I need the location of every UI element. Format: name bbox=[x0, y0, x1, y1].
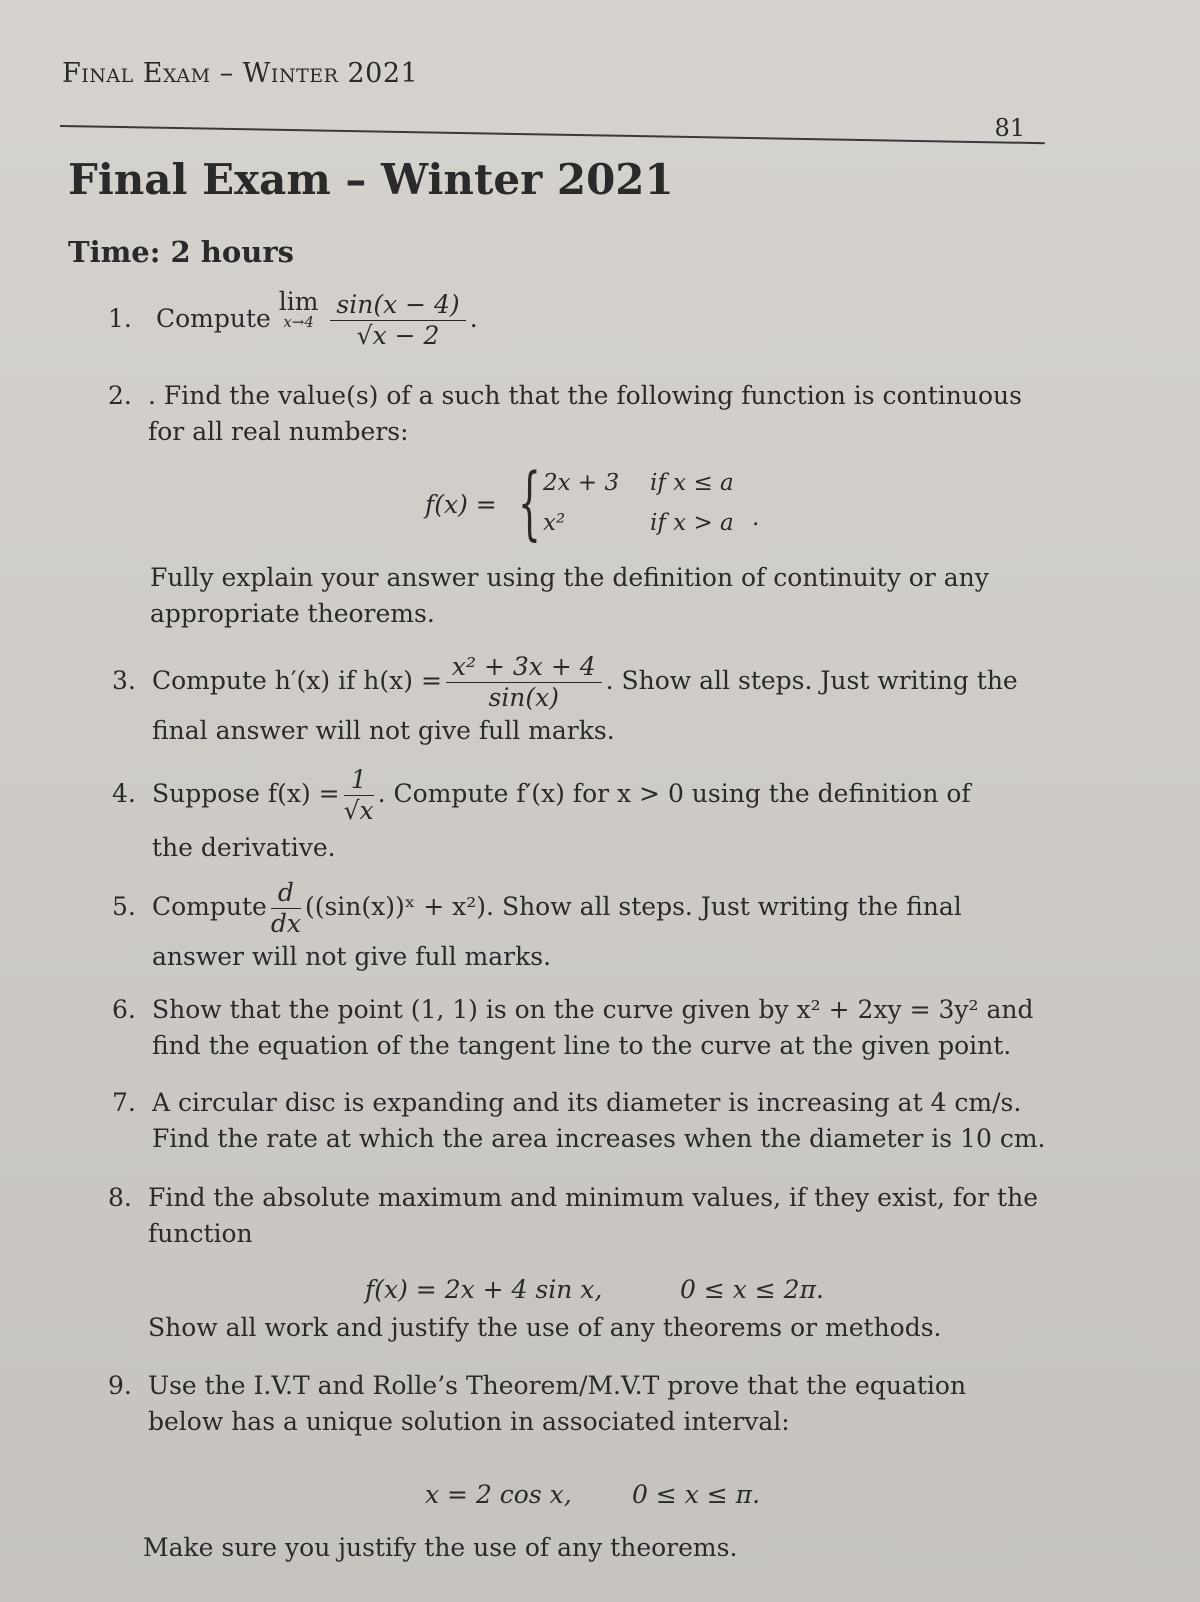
question-number: 3. bbox=[112, 666, 136, 695]
question-8 bbox=[108, 1180, 1038, 1252]
explain-line-2: appropriate theorems. bbox=[150, 599, 435, 628]
question-9 bbox=[108, 1368, 966, 1440]
function-fraction bbox=[344, 765, 374, 826]
question-number: 6. bbox=[112, 995, 136, 1024]
sentence-end: . bbox=[752, 505, 760, 531]
equation: x = 2 cos x, bbox=[425, 1480, 572, 1509]
explain-line-1: Fully explain your answer using the definition of continuity or any bbox=[150, 563, 989, 592]
function-definition: f(x) = bbox=[425, 490, 497, 519]
question-1 bbox=[108, 287, 478, 351]
question-number: 2. bbox=[108, 381, 132, 410]
piece-2-condition: if x > a bbox=[650, 510, 734, 536]
fraction-numerator: 1 bbox=[344, 765, 374, 796]
piece-2-expression: x² bbox=[543, 510, 566, 536]
time-allowed: Time: 2 hours bbox=[68, 235, 294, 269]
question-continuation: . Show all steps. Just writing the bbox=[605, 666, 1018, 695]
question-lead: Suppose f(x) = bbox=[152, 779, 340, 808]
fraction-denominator: dx bbox=[270, 909, 301, 938]
piece-1-condition: if x ≤ a bbox=[650, 470, 734, 496]
fraction-numerator: d bbox=[271, 878, 301, 909]
question-text-line-2: function bbox=[148, 1219, 253, 1248]
question-3 bbox=[112, 652, 1018, 749]
question-text-line-2: the derivative. bbox=[152, 833, 336, 862]
limit-fraction bbox=[330, 290, 465, 351]
header-rule bbox=[60, 125, 1045, 144]
question-text-line-2: answer will not give full marks. bbox=[152, 942, 552, 971]
question-text-line-2: find the equation of the tangent line to the curve at the given point. bbox=[152, 1031, 1012, 1060]
question-text-line-2: for all real numbers: bbox=[148, 417, 409, 446]
question-text-line-2: Find the rate at which the area increases when the diameter is 10 cm. bbox=[152, 1124, 1046, 1153]
function-equation: f(x) = 2x + 4 sin x, bbox=[365, 1275, 603, 1304]
question-continuation: . Compute f′(x) for x > 0 using the definition of bbox=[377, 779, 971, 808]
question-text-line-1: . Find the value(s) of a such that the following function is continuous bbox=[148, 381, 1022, 410]
question-9-instruction: Make sure you justify the use of any theorems. bbox=[143, 1533, 738, 1562]
limit-subscript: x→4 bbox=[283, 313, 314, 331]
question-text-line-1: Use the I.V.T and Rolle’s Theorem/M.V.T prove that the equation bbox=[148, 1371, 967, 1400]
question-lead: Compute h′(x) if h(x) = bbox=[152, 666, 442, 695]
function-interval: 0 ≤ x ≤ 2π. bbox=[680, 1275, 824, 1304]
question-lead: Compute bbox=[152, 892, 267, 921]
question-number: 9. bbox=[108, 1371, 132, 1400]
question-4 bbox=[112, 765, 971, 866]
question-text-line-1: Show that the point (1, 1) is on the curve given by x² + 2xy = 3y² and bbox=[152, 995, 1034, 1024]
derivative-fraction bbox=[446, 652, 602, 713]
question-lead: Compute bbox=[155, 304, 271, 333]
question-7 bbox=[112, 1085, 1045, 1157]
fraction-denominator: √x bbox=[343, 796, 374, 825]
fraction-denominator: sin(x) bbox=[488, 683, 560, 712]
limit-operator bbox=[278, 287, 319, 331]
question-text-line-1: A circular disc is expanding and its diameter is increasing at 4 cm/s. bbox=[152, 1088, 1022, 1117]
question-number: 4. bbox=[112, 779, 136, 808]
fraction-numerator: x² + 3x + 4 bbox=[446, 652, 602, 683]
question-2-explain bbox=[150, 560, 989, 632]
fraction-numerator: sin(x − 4) bbox=[330, 290, 465, 321]
question-number: 1. bbox=[108, 304, 132, 333]
question-number: 7. bbox=[112, 1088, 136, 1117]
page-number: 81 bbox=[994, 114, 1025, 142]
question-continuation: ((sin(x))ˣ + x²). Show all steps. Just writing the final bbox=[304, 892, 962, 921]
equation-interval: 0 ≤ x ≤ π. bbox=[632, 1480, 761, 1509]
question-8-instruction: Show all work and justify the use of any theorems or methods. bbox=[148, 1313, 942, 1342]
question-text-line-1: Find the absolute maximum and minimum values, if they exist, for the bbox=[148, 1183, 1038, 1212]
running-title: Final Exam – Winter 2021 bbox=[62, 58, 419, 89]
question-text-line-2: final answer will not give full marks. bbox=[152, 716, 615, 745]
piecewise-brace: { bbox=[518, 456, 541, 549]
page-title: Final Exam – Winter 2021 bbox=[68, 155, 674, 204]
sentence-end: . bbox=[469, 304, 478, 333]
question-2 bbox=[108, 378, 1022, 450]
question-number: 5. bbox=[112, 892, 136, 921]
piece-1-expression: 2x + 3 bbox=[543, 470, 620, 496]
limit-label: lim bbox=[278, 287, 319, 316]
fraction-denominator: √x − 2 bbox=[356, 321, 440, 350]
question-6 bbox=[112, 992, 1034, 1064]
question-number: 8. bbox=[108, 1183, 132, 1212]
question-5 bbox=[112, 878, 962, 975]
question-text-line-2: below has a unique solution in associated interval: bbox=[148, 1407, 790, 1436]
derivative-operator bbox=[271, 878, 301, 939]
